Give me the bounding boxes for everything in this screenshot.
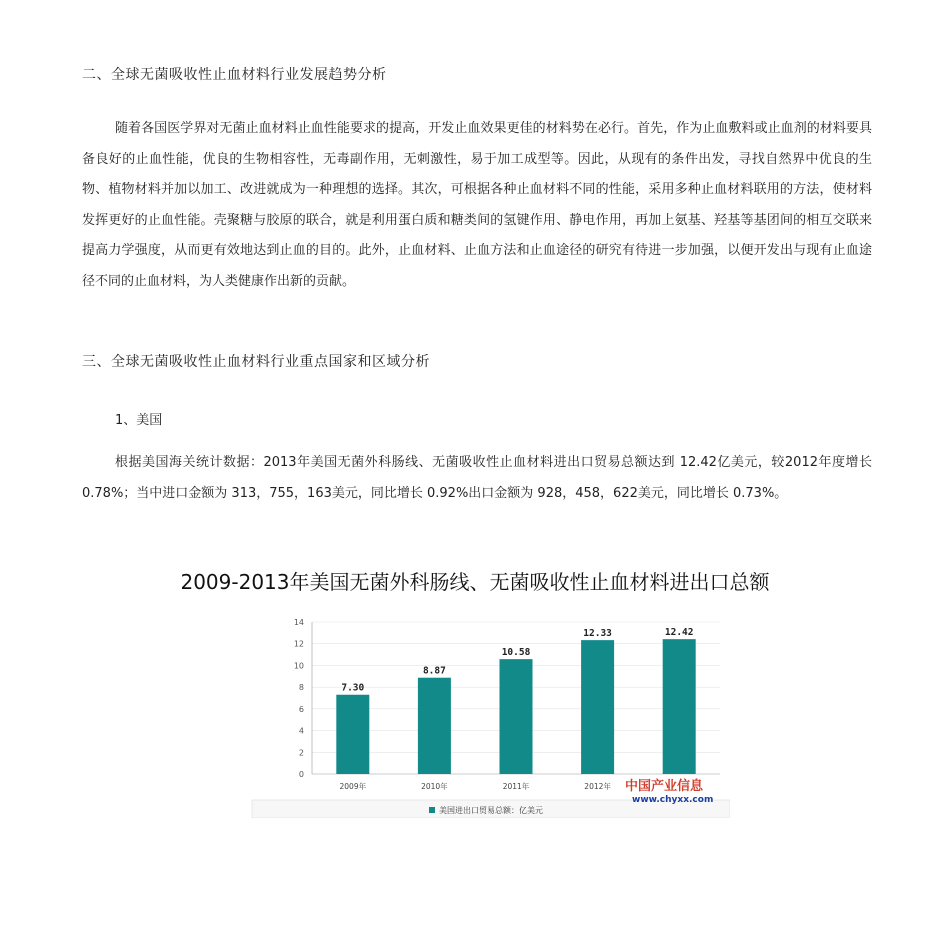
bar-value-label: 7.30 [341, 682, 365, 694]
legend-swatch [429, 807, 435, 813]
section-3-subheading: 1、美国 [115, 413, 163, 428]
y-tick-label: 6 [298, 704, 304, 714]
bar-value-label: 12.42 [664, 627, 694, 639]
bar-2013年 [663, 639, 696, 774]
watermark-url: www.chyxx.com [632, 795, 714, 805]
bar-2009年 [336, 695, 369, 774]
bar-chart-svg [240, 612, 730, 818]
section-2-paragraph [82, 114, 872, 298]
bar-2012年 [581, 640, 614, 774]
y-tick-label: 2 [298, 748, 304, 758]
x-tick-label: 2011年 [502, 782, 530, 791]
y-tick-label: 14 [293, 618, 304, 627]
watermark-logo-text: 中国产业信息 [625, 779, 704, 794]
bar-value-label: 10.58 [501, 647, 531, 659]
chart-title: 2009-2013年美国无菌外科肠线、无菌吸收性止血材料进出口总额 [180, 570, 770, 594]
bar-2011年 [500, 659, 533, 774]
x-tick-label: 2012年 [584, 782, 611, 791]
section-3-heading: 三、全球无菌吸收性止血材料行业重点国家和区域分析 [82, 354, 430, 370]
bar-chart [240, 612, 730, 818]
y-tick-label: 0 [298, 770, 304, 779]
y-tick-label: 8 [298, 683, 304, 693]
x-tick-label: 2010年 [421, 782, 448, 791]
section-3-paragraph [82, 448, 872, 509]
y-tick-label: 12 [293, 639, 304, 649]
legend-label: 美国进出口贸易总额：亿美元 [439, 806, 543, 815]
bar-2010年 [418, 678, 451, 774]
section-2-paragraph-text: 随着各国医学界对无菌止血材料止血性能要求的提高，开发止血效果更佳的材料势在必行。首先，作为止血敷料或止血剂的材料要具备良好的止血性能，优良的生物相容性，无毒副作用，无刺激性，易于加工成型等。因此，从现有的条件出发，寻找自然界中优良的生物、植物材料并加以加工、改进就成为一种理想的选择。其次，可根据各种止血材料不同的性能，采用多种止血材料联用的方法，使材料发挥更好的止血性能。壳聚糖与胶原的联合，就是利用蛋白质和糖类间的氢键作用、静电作用，再加上氨基、羟基等基团间的相互交联来提高力学强度，从而更有效地达到止血的目的。此外，止血材料、止血方法和止血途径的研究有待进一步加强，以便开发出与现有止血途径不同的止血材料，为人类健康作出新的贡献。 [82, 121, 872, 289]
section-2-heading: 二、全球无菌吸收性止血材料行业发展趋势分析 [82, 67, 387, 83]
bar-value-label: 12.33 [583, 628, 612, 640]
section-3-paragraph-text: 根据美国海关统计数据：2013年美国无菌外科肠线、无菌吸收性止血材料进出口贸易总额达到 12.42亿美元，较2012年度增长 0.78%；当中进口金额为 313，755，163美元，同比增长 0.92%出口金额为 928，458，622美元，同比增长 0.73%。 [82, 455, 872, 501]
y-tick-label: 4 [298, 726, 304, 736]
x-tick-label: 2009年 [339, 782, 367, 791]
y-tick-label: 10 [293, 661, 304, 671]
bar-value-label: 8.87 [422, 665, 446, 677]
